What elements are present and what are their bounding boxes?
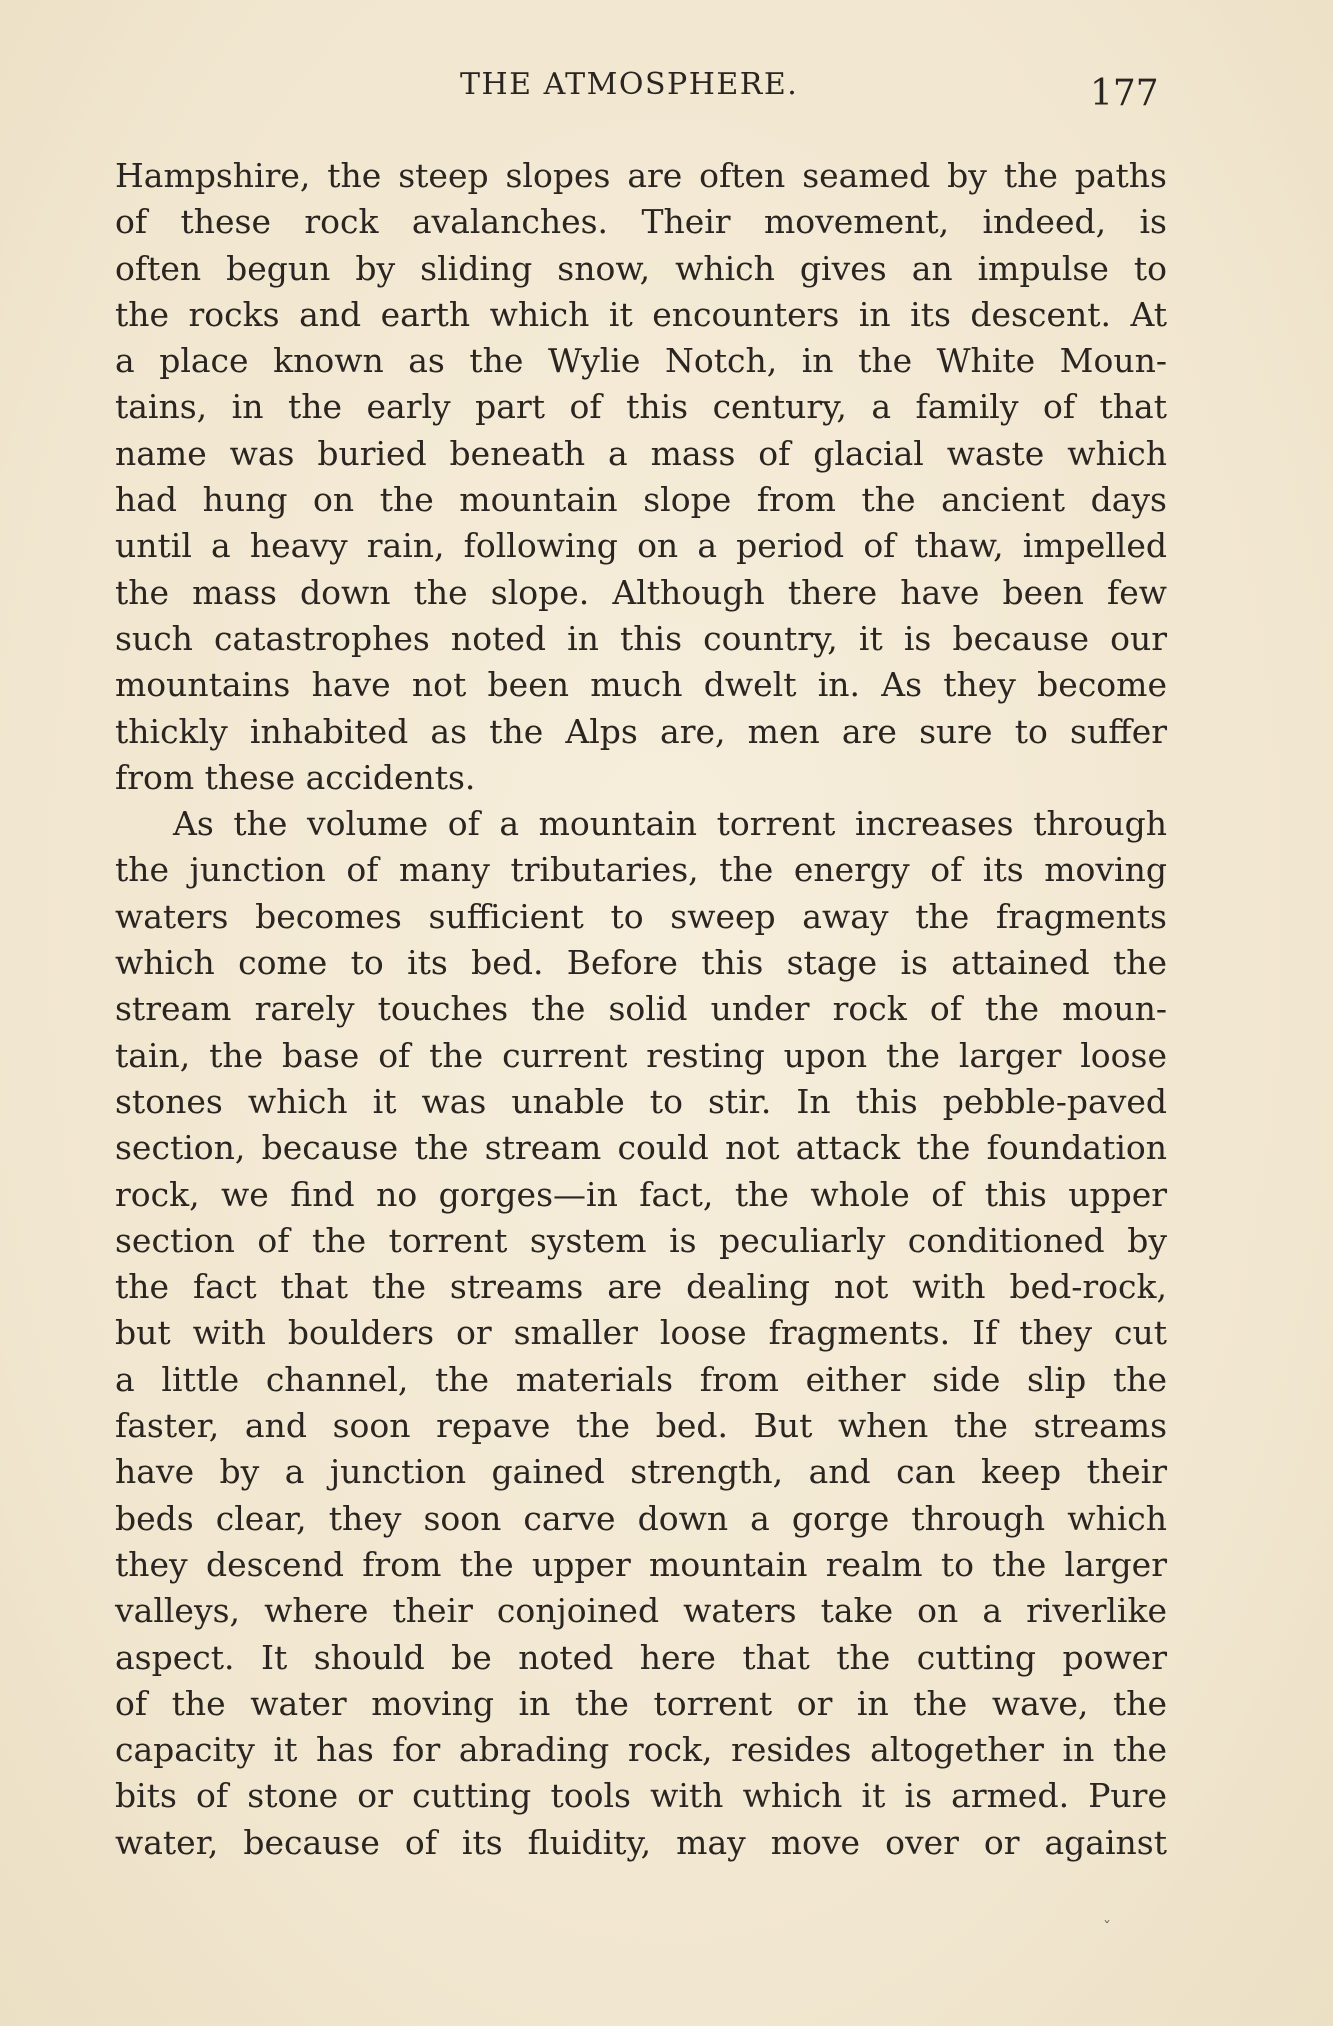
text-line: water, because of its fluidity, may move over or against [115, 1822, 1167, 1862]
running-head-title: THE ATMOSPHERE. [460, 67, 799, 102]
text-line: aspect. It should be noted here that the cutting power [115, 1637, 1167, 1677]
text-line: the rocks and earth which it encounters in its descent. At [115, 294, 1167, 334]
text-line: section of the torrent system is peculiarly conditioned by [115, 1220, 1167, 1260]
text-line: of the water moving in the torrent or in the wave, the [115, 1683, 1167, 1723]
text-line: tains, in the early part of this century, a family of that [115, 387, 1167, 427]
text-line: valleys, where their conjoined waters take on a riverlike [115, 1591, 1167, 1631]
text-line: which come to its bed. Before this stage is attained the [115, 943, 1167, 983]
text-line: the fact that the streams are dealing not with bed-rock, [115, 1267, 1167, 1307]
page-number: 177 [1090, 73, 1159, 114]
text-line: stones which it was unable to stir. In this pebble-paved [115, 1081, 1167, 1121]
body-text [115, 153, 1167, 1866]
text-line: As the volume of a mountain torrent increases through [173, 804, 1167, 844]
text-line: the mass down the slope. Although there have been few [115, 572, 1167, 612]
text-line: capacity it has for abrading rock, resides altogether in the [115, 1730, 1167, 1770]
text-line: thickly inhabited as the Alps are, men are sure to suffer [115, 711, 1167, 751]
text-line: section, because the stream could not attack the foundation [115, 1128, 1167, 1168]
text-line: until a heavy rain, following on a period of thaw, impelled [115, 526, 1167, 566]
text-line: a place known as the Wylie Notch, in the White Moun- [115, 341, 1167, 381]
text-line: such catastrophes noted in this country, it is because our [115, 618, 1167, 658]
text-line: name was buried beneath a mass of glacial waste which [115, 433, 1167, 473]
text-line: faster, and soon repave the bed. But when the streams [115, 1406, 1167, 1446]
text-line: of these rock avalanches. Their movement, indeed, is [115, 202, 1167, 242]
paragraph-2 [115, 801, 1167, 1866]
text-line: rock, we find no gorges—in fact, the whole of this upper [115, 1174, 1167, 1214]
text-line: often begun by sliding snow, which gives an impulse to [115, 248, 1167, 288]
text-line: have by a junction gained strength, and can keep their [115, 1452, 1167, 1492]
text-line: waters becomes sufficient to sweep away the fragments [115, 896, 1167, 936]
text-line: Hampshire, the steep slopes are often seamed by the paths [115, 156, 1167, 195]
print-mark: ˇ [1103, 1918, 1111, 1937]
text-line: a little channel, the materials from either side slip the [115, 1359, 1167, 1399]
text-line: bits of stone or cutting tools with which it is armed. Pure [115, 1776, 1167, 1816]
text-line: mountains have not been much dwelt in. As they become [115, 665, 1167, 705]
text-line: they descend from the upper mountain realm to the larger [115, 1544, 1167, 1584]
text-line: had hung on the mountain slope from the ancient days [115, 480, 1167, 520]
text-line: but with boulders or smaller loose fragments. If they cut [115, 1313, 1167, 1353]
text-line: tain, the base of the current resting upon the larger loose [115, 1035, 1167, 1075]
text-line: from these accidents. [115, 757, 476, 797]
paragraph-1 [115, 153, 1167, 801]
text-line: beds clear, they soon carve down a gorge through which [115, 1498, 1167, 1538]
text-line: the junction of many tributaries, the energy of its moving [115, 850, 1167, 890]
text-line: stream rarely touches the solid under rock of the moun- [115, 989, 1167, 1029]
